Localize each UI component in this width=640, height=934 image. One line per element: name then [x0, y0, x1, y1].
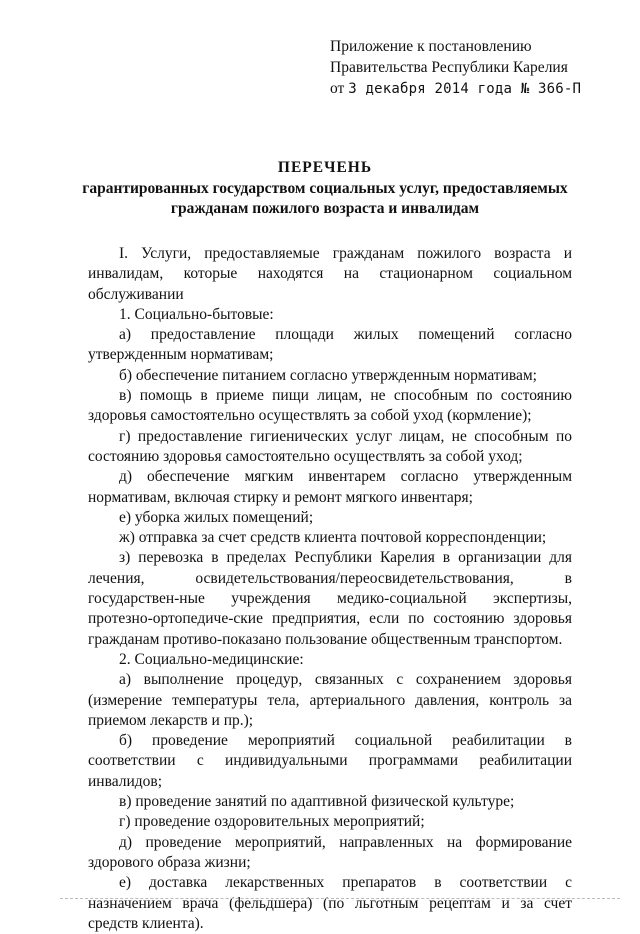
list-item: е) доставка лекарственных препаратов в соответствии с назначением врача (фельдшера) (по льготным рецептам и за счет средств клиента).: [88, 874, 572, 932]
list-item: в) помощь в приеме пищи лицам, не способным по состоянию здоровья самостоятельно осуществлять за собой уход (кормление);: [88, 387, 572, 425]
section-heading: I. Услуги, предоставляемые гражданам пожилого возраста и инвалидам, которые находятся на стационарном социальном обслуживании: [88, 245, 572, 303]
annex-date: 3 декабря 2014 года № 366-П: [348, 81, 582, 97]
annex-date-prefix: от: [330, 80, 349, 97]
list-item: в) проведение занятий по адаптивной физической культуре;: [119, 793, 515, 811]
annex-line-3: [330, 78, 630, 100]
list-item: д) проведение мероприятий, направленных на формирование здорового образа жизни;: [88, 833, 572, 871]
list-item: г) проведение оздоровительных мероприятий;: [119, 813, 425, 831]
list-item: а) выполнение процедур, связанных с сохранением здоровья (измерение температуры тела, артериального давления, контроль за приемом лекарств и пр.);: [88, 671, 572, 729]
annex-line-1: Приложение к постановлению: [330, 38, 532, 55]
list-item: а) предоставление площади жилых помещений согласно утвержденным нормативам;: [88, 326, 572, 364]
page-bottom-edge: [60, 898, 620, 899]
list-item: з) перевозка в пределах Республики Карелия в организации для лечения, освидетельствования/переосвидетельствования, в государствен-ные учреждения медико-социальной экспертизы, протезно-ортопедиче-ские предприятия, если по состоянию здоровья гражданам противо-показано пользование общественным транспортом.: [88, 549, 572, 648]
list-item: г) предоставление гигиенических услуг лицам, не способным по состоянию здоровья самостоятельно осуществлять за собой уход;: [88, 427, 572, 465]
title-heading: ПЕРЕЧЕНЬ: [277, 159, 373, 176]
document-title: [80, 158, 570, 219]
annex-block: [330, 36, 630, 100]
subsection-heading-social-medical: 2. Социально-медицинские:: [119, 650, 304, 668]
title-subtitle: гарантированных государством социальных услуг, предоставляемых гражданам пожилого возраста и инвалидам: [82, 180, 568, 217]
list-item: ж) отправка за счет средств клиента почтовой корреспонденции;: [119, 529, 547, 547]
annex-line-2: Правительства Республики Карелия: [330, 59, 568, 76]
list-item: б) проведение мероприятий социальной реабилитации в соответствии с индивидуальными программами реабилитации инвалидов;: [88, 732, 572, 790]
list-item: б) обеспечение питанием согласно утвержденным нормативам;: [119, 366, 537, 384]
list-item: е) уборка жилых помещений;: [119, 508, 314, 526]
subsection-heading-social-household: 1. Социально-бытовые:: [119, 305, 274, 323]
list-item: д) обеспечение мягким инвентарем согласно утвержденным нормативам, включая стирку и ремонт мягкого инвентаря;: [88, 468, 572, 506]
document-body: [88, 244, 572, 934]
